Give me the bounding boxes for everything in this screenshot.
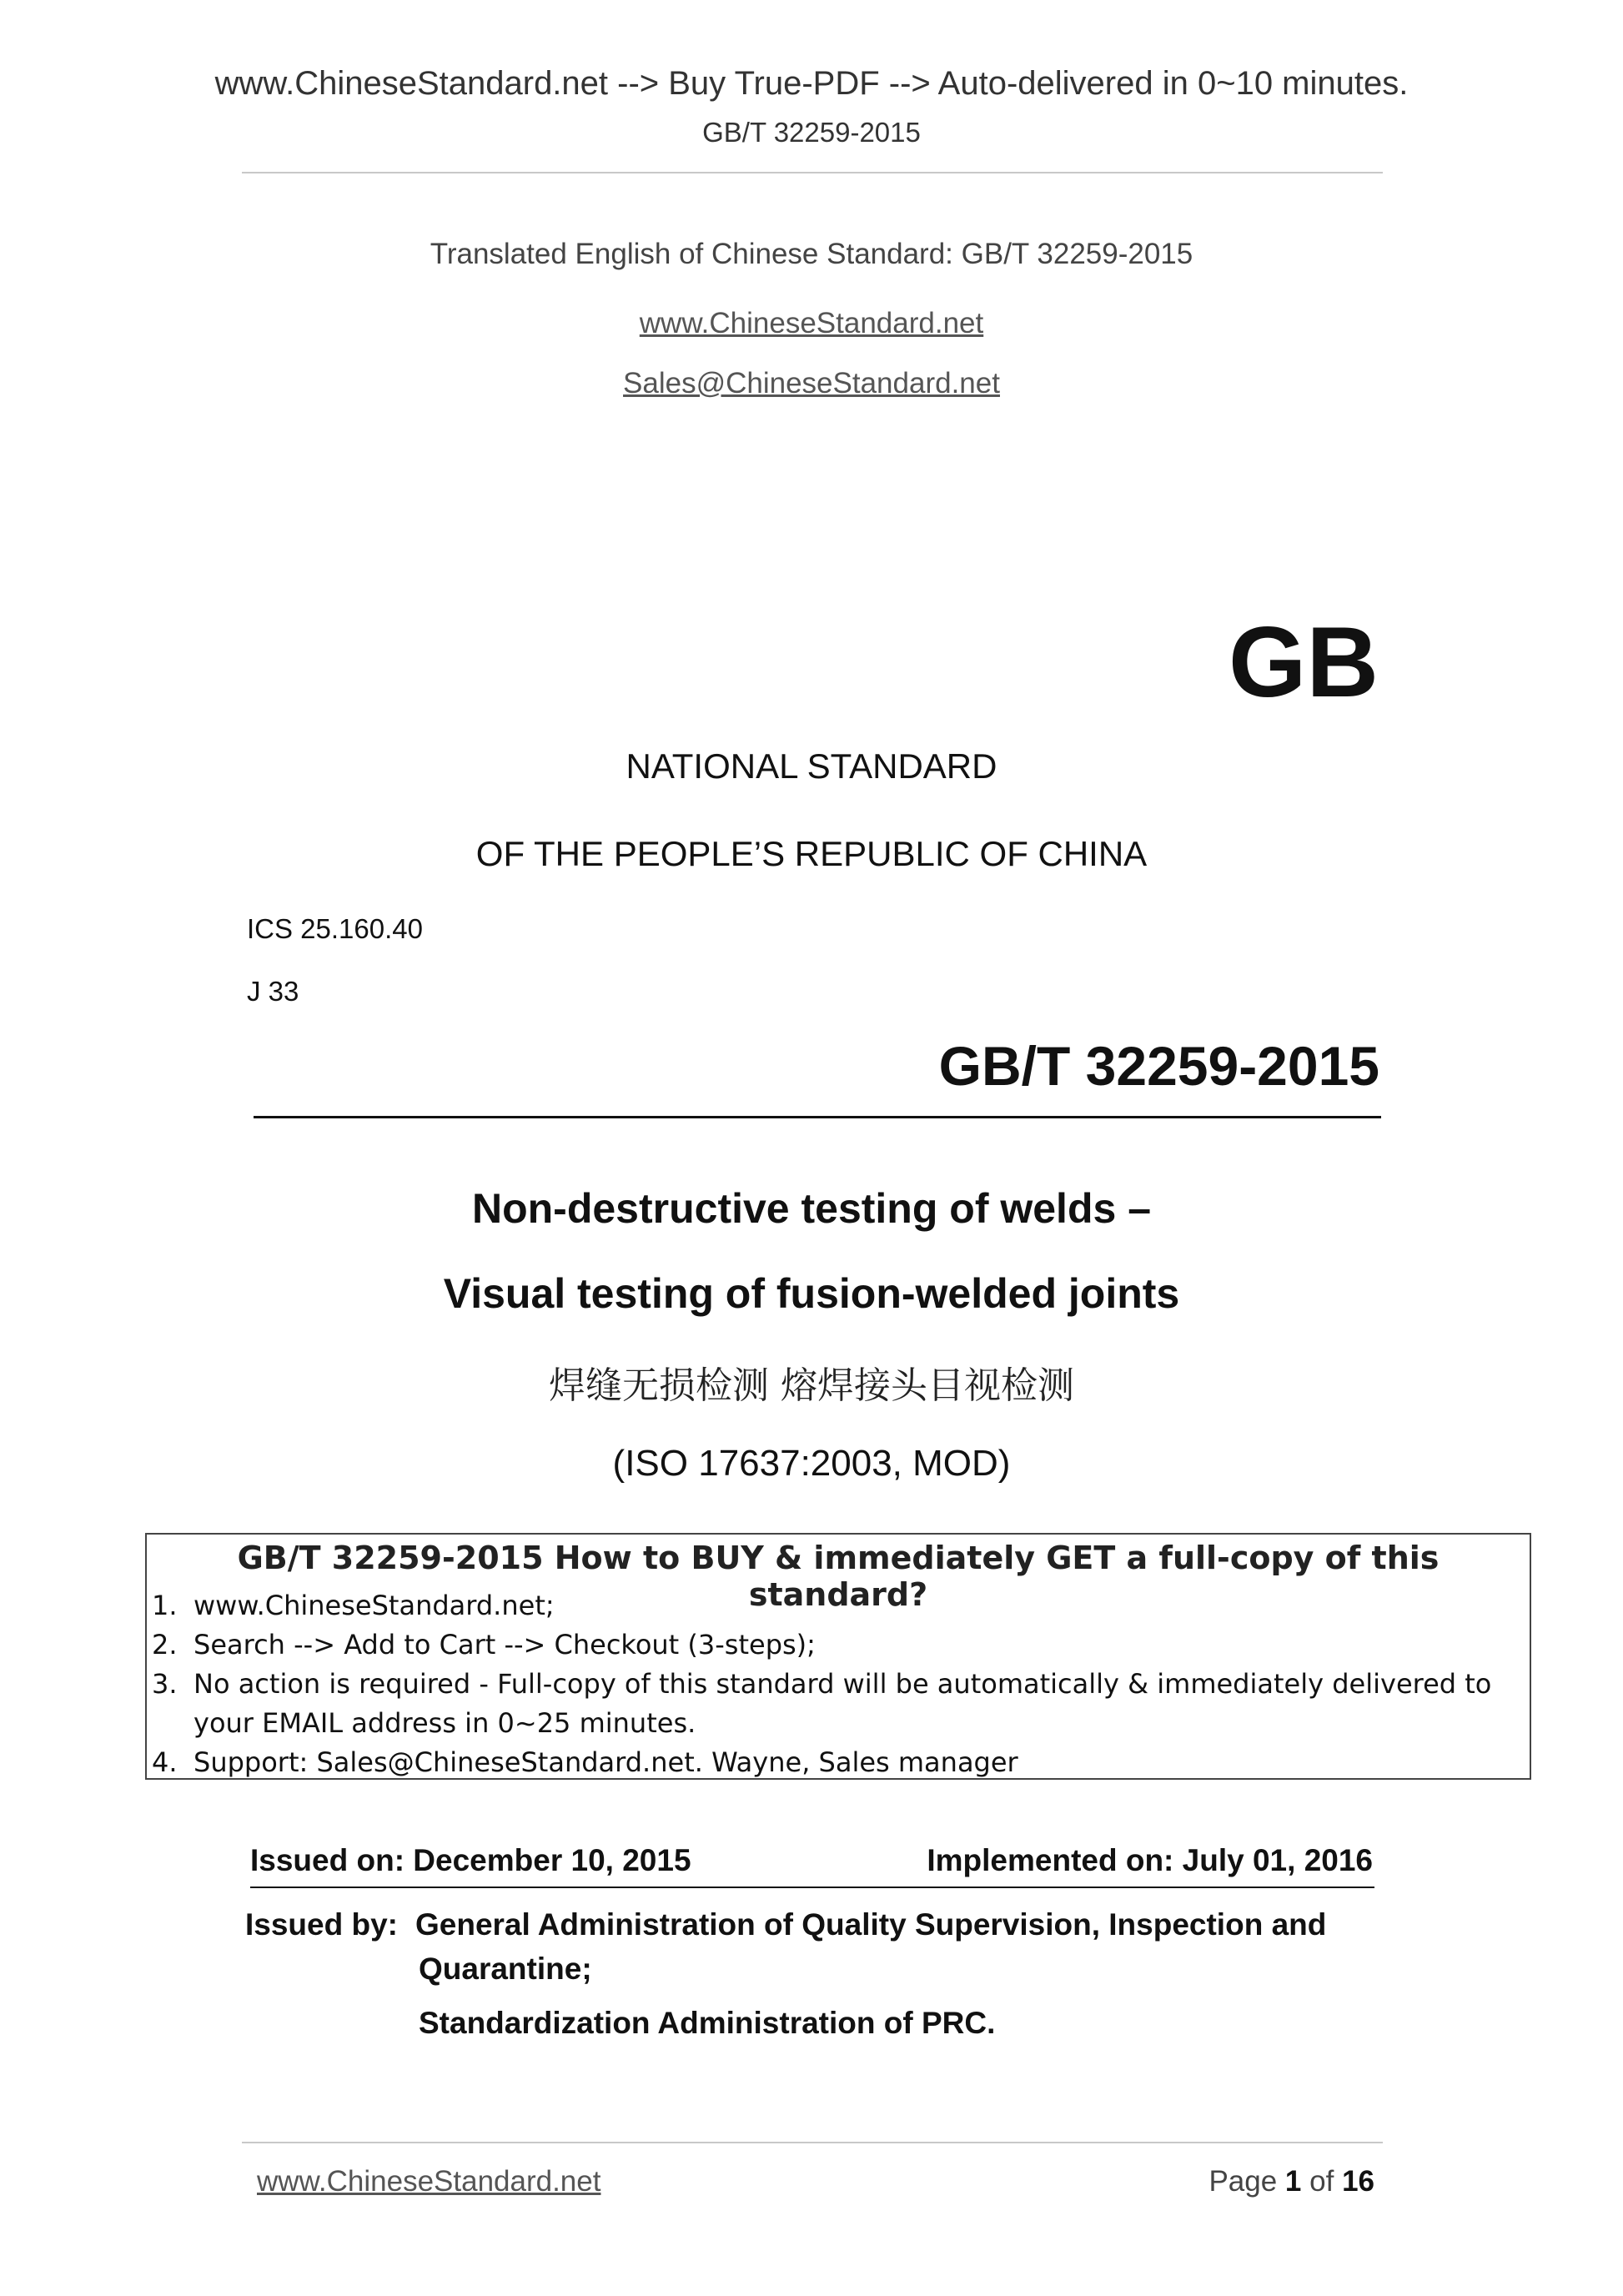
- buy-step: [152, 1665, 1530, 1743]
- page-current: 1: [1284, 2165, 1302, 2198]
- title-line1: Non-destructive testing of welds –: [471, 1185, 1151, 1232]
- implemented-date: Implemented on: July 01, 2016: [927, 1843, 1373, 1877]
- email-link[interactable]: Sales@ChineseStandard.net: [623, 367, 1000, 399]
- title-chinese: 焊缝无损检测 熔焊接头目视检测: [549, 1364, 1074, 1407]
- footer-website-link[interactable]: www.ChineseStandard.net: [257, 2165, 601, 2198]
- page-of: of: [1309, 2165, 1334, 2198]
- email-link-wrap: [0, 367, 1623, 400]
- title-line2: Visual testing of fusion-welded joints: [443, 1270, 1180, 1317]
- buy-box-title: GB/T 32259-2015 How to BUY & immediately GET a full-copy of this standard?: [237, 1540, 1440, 1613]
- footer-divider: [242, 2142, 1383, 2143]
- website-link[interactable]: www.ChineseStandard.net: [639, 307, 984, 339]
- issuer-line1: General Administration of Quality Supervision, Inspection and: [415, 1907, 1327, 1942]
- page-number: [1208, 2165, 1374, 2198]
- iso-reference: (ISO 17637:2003, MOD): [612, 1443, 1011, 1484]
- national-standard-line1: NATIONAL STANDARD: [626, 746, 997, 786]
- ics-code: ICS 25.160.40: [247, 913, 423, 944]
- header-banner: www.ChineseStandard.net --> Buy True-PDF --> Auto-delivered in 0~10 minutes.: [214, 65, 1409, 102]
- dates-divider: [250, 1887, 1374, 1888]
- page-label: Page: [1208, 2165, 1278, 2198]
- buy-step-text: Support: Sales@ChineseStandard.net. Wayne, Sales manager: [193, 1746, 1018, 1778]
- standard-number: GB/T 32259-2015: [938, 1035, 1379, 1097]
- header-standard-code: GB/T 32259-2015: [702, 117, 921, 148]
- buy-step-text[interactable]: www.ChineseStandard.net;: [193, 1590, 555, 1621]
- buy-instructions-box: [145, 1533, 1531, 1780]
- buy-step-number: 1.: [152, 1590, 178, 1621]
- standard-number-divider: [254, 1116, 1381, 1118]
- buy-step-text: No action is required - Full-copy of this standard will be automatically & immediately delivered to your EMAIL address in 0~25 minutes.: [193, 1668, 1492, 1739]
- translated-notice: Translated English of Chinese Standard: GB/T 32259-2015: [430, 238, 1193, 270]
- gb-mark: GB: [1229, 606, 1379, 718]
- buy-steps-list: [152, 1586, 1530, 1782]
- website-link-wrap: [0, 307, 1623, 340]
- buy-step: [152, 1743, 1530, 1782]
- buy-step-number: 3.: [152, 1668, 178, 1700]
- buy-step: [152, 1625, 1530, 1665]
- buy-step-number: 2.: [152, 1629, 178, 1660]
- national-standard-line2: OF THE PEOPLE’S REPUBLIC OF CHINA: [475, 834, 1148, 873]
- header-divider: [242, 172, 1383, 173]
- issuer-line2: Standardization Administration of PRC.: [419, 2006, 996, 2040]
- issued-date: Issued on: December 10, 2015: [250, 1843, 691, 1877]
- issuer-line1-continued: Quarantine;: [419, 1952, 592, 1986]
- buy-step-number: 4.: [152, 1746, 178, 1778]
- page-total: 16: [1342, 2165, 1374, 2198]
- ccs-code: J 33: [247, 976, 299, 1007]
- buy-step-text: Search --> Add to Cart --> Checkout (3-steps);: [193, 1629, 816, 1660]
- issued-by-label: Issued by:: [245, 1907, 398, 1942]
- buy-step: [152, 1586, 1530, 1625]
